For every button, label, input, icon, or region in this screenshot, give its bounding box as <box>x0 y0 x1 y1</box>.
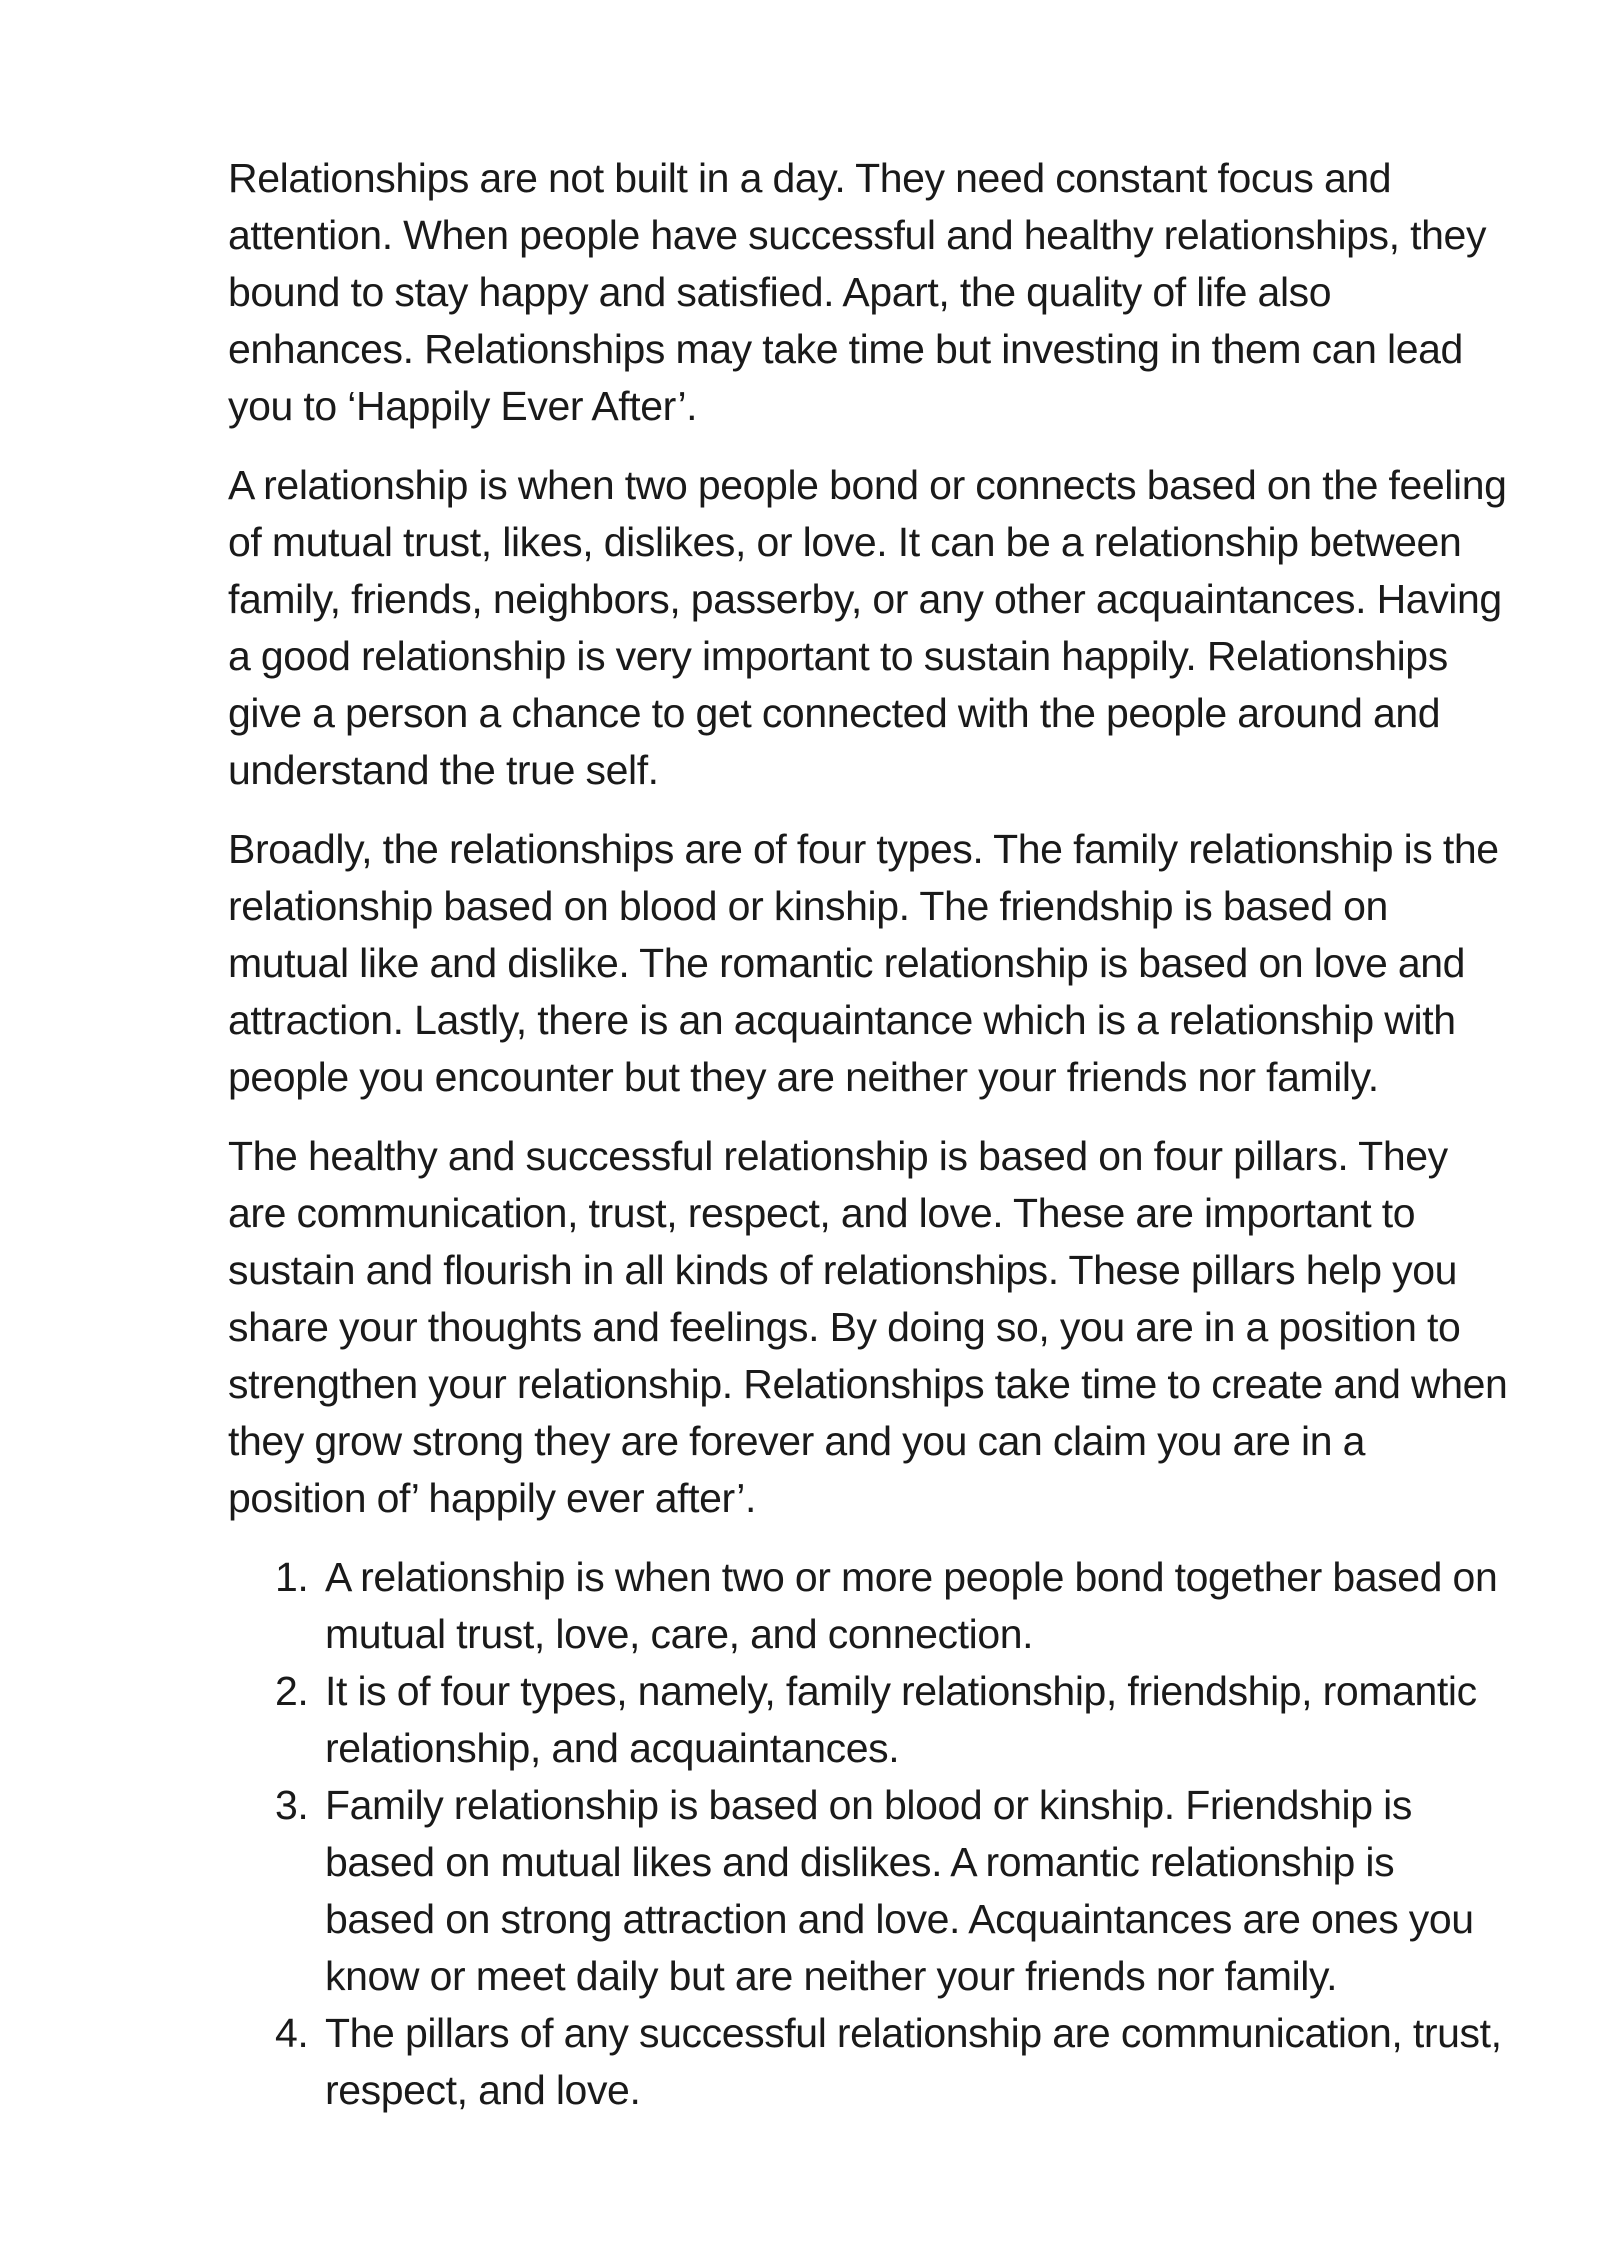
list-item <box>275 1549 1508 1663</box>
list-item <box>275 2005 1508 2119</box>
list-item-text: The pillars of any successful relationship are communication, trust, respect, and love. <box>325 2010 1502 2113</box>
list-item-number: 4. <box>275 2010 309 2056</box>
list-item-text: It is of four types, namely, family relationship, friendship, romantic relationship, and acquaintances. <box>325 1668 1477 1771</box>
list-item-number: 3. <box>275 1782 309 1828</box>
list-item-text: Family relationship is based on blood or kinship. Friendship is based on mutual likes and dislikes. A romantic relationship is based on strong attraction and love. Acquaintances are ones you know or meet daily but are neither your friends nor family. <box>325 1782 1474 1999</box>
list-item-number: 2. <box>275 1668 309 1714</box>
list-item <box>275 1663 1508 1777</box>
paragraph-definition: A relationship is when two people bond or connects based on the feeling of mutual trust, likes, dislikes, or love. It can be a relationship between family, friends, neighbors, passerby, or any other acquaintances. Having a good relationship is very important to sustain happily. Relationships give a person a chance to get connected with the people around and understand the true self. <box>228 462 1507 793</box>
list-item-number: 1. <box>275 1554 309 1600</box>
paragraph-types: Broadly, the relationships are of four types. The family relationship is the relationship based on blood or kinship. The friendship is based on mutual like and dislike. The romantic relationship is based on love and attraction. Lastly, there is an acquaintance which is a relationship with people you encounter but they are neither your friends nor family. <box>228 826 1499 1100</box>
list-item-text: A relationship is when two or more people bond together based on mutual trust, love, care, and connection. <box>325 1554 1498 1657</box>
paragraph-intro: Relationships are not built in a day. They need constant focus and attention. When people have successful and healthy relationships, they bound to stay happy and satisfied. Apart, the quality of life also enhances. Relationships may take time but investing in them can lead you to ‘Happily Ever After’. <box>228 155 1487 429</box>
document-body <box>228 150 1508 2119</box>
list-item <box>275 1777 1508 2005</box>
summary-list <box>228 1549 1508 2119</box>
paragraph-pillars: The healthy and successful relationship is based on four pillars. They are communication, trust, respect, and love. These are important to sustain and flourish in all kinds of relationships. These pillars help you share your thoughts and feelings. By doing so, you are in a position to strengthen your relationship. Relationships take time to create and when they grow strong they are forever and you can claim you are in a position of’ happily ever after’. <box>228 1133 1508 1521</box>
